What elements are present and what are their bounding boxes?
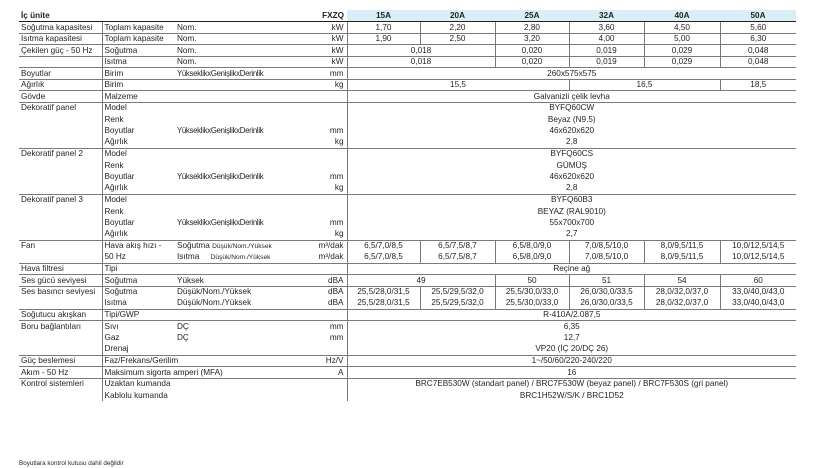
value-cell: 25,5/30,0/33,0 xyxy=(495,298,569,310)
row-sublabel: 50 Hz xyxy=(102,252,175,264)
row-label: Ses gücü seviyesi xyxy=(19,275,102,287)
row-qualifier xyxy=(175,91,307,103)
row-qualifier xyxy=(175,240,307,252)
row-label: Ses basıncı seviyesi xyxy=(19,286,102,298)
row-label xyxy=(19,137,102,149)
value-cell: 28,0/32,0/37,0 xyxy=(644,298,720,310)
value-cell: 5,00 xyxy=(644,33,720,45)
value-cell: 0,018 xyxy=(347,56,495,68)
row-sublabel: Boyutlar xyxy=(102,171,175,183)
row-label: Kontrol sistemleri xyxy=(19,378,102,390)
row-label: Akım - 50 Hz xyxy=(19,367,102,379)
row-sublabel: Isıtma xyxy=(102,56,175,68)
row-unit xyxy=(307,114,347,126)
row-unit: kW xyxy=(307,45,347,57)
row-label xyxy=(19,298,102,310)
row-panel2-weight xyxy=(19,183,796,195)
row-qualifier: Düşük/Nom./Yüksek xyxy=(175,286,307,298)
value-cell: 0,019 xyxy=(569,56,644,68)
speed-levels: Düşük/Nom./Yüksek xyxy=(210,253,271,261)
row-label xyxy=(19,344,102,356)
row-label: Soğutma kapasitesi xyxy=(19,22,102,34)
row-unit: Hz/V xyxy=(307,355,347,367)
row-panel3-color xyxy=(19,206,796,218)
value-cell: 8,0/9,5/11,5 xyxy=(644,240,720,252)
row-unit xyxy=(307,344,347,356)
row-panel3-model xyxy=(19,194,796,206)
row-unit: A xyxy=(307,367,347,379)
value-cell: 6,5/7,0/8,5 xyxy=(347,240,420,252)
row-qualifier: YükseklikxGenişlikxDerinlik xyxy=(175,68,307,80)
row-sublabel: Boyutlar xyxy=(102,125,175,137)
row-label xyxy=(19,217,102,229)
row-sublabel: Gaz xyxy=(102,332,175,344)
mode-label: Soğutma xyxy=(177,240,210,250)
row-qualifier: YükseklikxGenişlikxDerinlik xyxy=(177,126,264,136)
row-sublabel: Birim xyxy=(102,79,175,91)
row-panel3-dimensions xyxy=(19,217,796,229)
row-power-input-heating xyxy=(19,56,796,68)
row-sublabel: Tipi xyxy=(102,263,175,275)
value-cell: 6,35 xyxy=(347,321,796,333)
row-sublabel: Renk xyxy=(102,206,175,218)
row-sound-pressure-heating xyxy=(19,298,796,310)
row-unit: mm xyxy=(329,172,344,182)
row-sublabel: Drenaj xyxy=(102,344,175,356)
row-unit xyxy=(307,390,347,402)
value-cell: 46x620x620 xyxy=(347,125,796,137)
row-label: Boru bağlantıları xyxy=(19,321,102,333)
row-dimensions xyxy=(19,68,796,80)
row-unit: kg xyxy=(334,229,344,239)
value-cell: 28,0/32,0/37,0 xyxy=(644,286,720,298)
row-panel2-color xyxy=(19,160,796,172)
row-panel1-color xyxy=(19,114,796,126)
value-cell: 4,50 xyxy=(644,22,720,34)
row-sublabel: Model xyxy=(102,194,175,206)
value-cell: R-410A/2.087,5 xyxy=(347,309,796,321)
header-row xyxy=(19,10,796,22)
row-unit xyxy=(307,91,347,103)
row-sublabel: Ağırlık xyxy=(102,229,175,241)
row-unit: m³/dak xyxy=(307,240,347,252)
row-unit: mm xyxy=(307,321,347,333)
row-heating-capacity xyxy=(19,33,796,45)
value-cell: 6,5/8,0/9,0 xyxy=(495,240,569,252)
row-label: Güç beslemesi xyxy=(19,355,102,367)
row-label: Hava filtresi xyxy=(19,263,102,275)
value-cell: 55x700x700 xyxy=(347,217,796,229)
row-label: Boyutlar xyxy=(19,68,102,80)
value-cell: VP20 (İÇ 20/DÇ 26) xyxy=(347,344,796,356)
value-cell: BEYAZ (RAL9010) xyxy=(347,206,796,218)
row-qualifier xyxy=(175,252,307,264)
value-cell: 25,5/30,0/33,0 xyxy=(495,286,569,298)
row-sound-power xyxy=(19,275,796,287)
row-qualifier: Nom. xyxy=(175,33,307,45)
row-sublabel: Hava akış hızı - xyxy=(102,240,175,252)
row-unit: kW xyxy=(307,22,347,34)
value-cell: 25,5/28,0/31,5 xyxy=(347,286,420,298)
row-label xyxy=(19,114,102,126)
row-panel2-dimensions xyxy=(19,171,796,183)
speed-levels: Düşük/Nom./Yüksek xyxy=(212,242,272,250)
mode-label: Isıtma xyxy=(177,251,200,261)
row-unit: kg xyxy=(334,183,344,193)
value-cell: 2,7 xyxy=(347,229,796,241)
row-sublabel: Ağırlık xyxy=(102,137,175,149)
row-sublabel: Soğutma xyxy=(102,286,175,298)
value-cell: 33,0/40,0/43,0 xyxy=(720,298,796,310)
model-20A: 20A xyxy=(420,10,495,22)
row-sublabel: Birim xyxy=(102,68,175,80)
row-label xyxy=(19,56,102,68)
row-qualifier xyxy=(175,148,307,160)
row-unit: kg xyxy=(307,79,347,91)
value-cell: Reçine ağ xyxy=(347,263,796,275)
row-qualifier: DÇ xyxy=(175,321,307,333)
value-cell: BYFQ60CS xyxy=(347,148,796,160)
header-series: FXZQ xyxy=(307,10,347,22)
row-unit: mm xyxy=(329,218,344,228)
row-sublabel: Toplam kapasite xyxy=(102,33,175,45)
value-cell: 50 xyxy=(495,275,569,287)
row-label xyxy=(19,332,102,344)
row-body xyxy=(19,91,796,103)
row-pipe-gas xyxy=(19,332,796,344)
row-label: Çekilen güç - 50 Hz xyxy=(19,45,102,57)
row-label xyxy=(19,252,102,264)
row-sublabel: Soğutma xyxy=(102,45,175,57)
value-cell: 6,5/7,0/8,5 xyxy=(347,252,420,264)
row-label xyxy=(19,206,102,218)
row-unit: dBA xyxy=(328,298,344,308)
row-qualifier xyxy=(175,194,307,206)
row-pipe-drain xyxy=(19,344,796,356)
value-cell: 6,5/7,5/8,7 xyxy=(420,240,495,252)
row-label: Gövde xyxy=(19,91,102,103)
value-cell: 54 xyxy=(644,275,720,287)
model-40A: 40A xyxy=(644,10,720,22)
row-sublabel: Maksimum sigorta amperi (MFA) xyxy=(102,367,307,379)
value-cell: 2,8 xyxy=(347,137,796,149)
value-cell: 6,5/7,5/8,7 xyxy=(420,252,495,264)
row-panel1-dimensions xyxy=(19,125,796,137)
row-control-wired xyxy=(19,390,796,402)
row-sublabel: Faz/Frekans/Gerilim xyxy=(102,355,307,367)
row-unit: kW xyxy=(307,56,347,68)
row-unit: m³/dak xyxy=(318,252,344,262)
row-power-input-cooling xyxy=(19,45,796,57)
value-cell: 7,0/8,5/10,0 xyxy=(569,252,644,264)
row-panel1-weight xyxy=(19,137,796,149)
row-unit: mm xyxy=(329,126,344,136)
row-qualifier: Nom. xyxy=(175,22,307,34)
row-sublabel: Uzaktan kumanda xyxy=(102,378,307,390)
value-cell: 12,7 xyxy=(347,332,796,344)
model-15A: 15A xyxy=(347,10,420,22)
row-unit xyxy=(307,206,347,218)
row-unit xyxy=(307,148,347,160)
row-unit: mm xyxy=(329,333,344,343)
row-qualifier: DÇ xyxy=(177,333,189,343)
row-qualifier xyxy=(175,263,307,275)
value-cell: 16 xyxy=(347,367,796,379)
row-label: Soğutucu akışkan xyxy=(19,309,102,321)
row-sound-pressure-cooling xyxy=(19,286,796,298)
value-cell: BRC1H52W/S/K / BRC1D52 xyxy=(347,390,796,402)
row-label: Fan xyxy=(19,240,102,252)
value-cell: 3,20 xyxy=(495,33,569,45)
value-cell: 0,018 xyxy=(347,45,495,57)
value-cell: 2,50 xyxy=(420,33,495,45)
value-cell: 2,20 xyxy=(420,22,495,34)
row-control-remote xyxy=(19,378,796,390)
row-panel3-weight xyxy=(19,229,796,241)
row-qualifier xyxy=(175,160,307,172)
row-label: Dekoratif panel 3 xyxy=(19,194,102,206)
row-unit xyxy=(307,102,347,114)
row-label: Dekoratif panel xyxy=(19,102,102,114)
row-label xyxy=(19,171,102,183)
row-air-filter xyxy=(19,263,796,275)
row-sublabel: Boyutlar xyxy=(102,217,175,229)
value-cell: 25,5/28,0/31,5 xyxy=(347,298,420,310)
value-cell: 8,0/9,5/11,5 xyxy=(644,252,720,264)
row-qualifier: YükseklikxGenişlikxDerinlik xyxy=(177,172,264,182)
row-label: Ağırlık xyxy=(19,79,102,91)
row-unit: mm xyxy=(307,68,347,80)
row-qualifier xyxy=(175,229,307,241)
value-cell: 15,5 xyxy=(347,79,569,91)
value-cell: 260x575x575 xyxy=(347,68,796,80)
row-unit xyxy=(307,194,347,206)
value-cell: 0,048 xyxy=(720,45,796,57)
row-qualifier xyxy=(175,309,307,321)
row-label xyxy=(19,229,102,241)
value-cell: 26,0/30,0/33,5 xyxy=(569,298,644,310)
row-sublabel: Renk xyxy=(102,114,175,126)
row-sublabel: Renk xyxy=(102,160,175,172)
value-cell: BYFQ60CW xyxy=(347,102,796,114)
row-fan-heating xyxy=(19,252,796,264)
row-qualifier xyxy=(175,114,307,126)
row-current xyxy=(19,367,796,379)
value-cell: 1,90 xyxy=(347,33,420,45)
row-unit: kW xyxy=(307,33,347,45)
value-cell: 33,0/40,0/43,0 xyxy=(720,286,796,298)
row-unit: kg xyxy=(334,137,344,147)
value-cell: 51 xyxy=(569,275,644,287)
row-power-supply xyxy=(19,355,796,367)
row-qualifier xyxy=(175,102,307,114)
row-label: Isıtma kapasitesi xyxy=(19,33,102,45)
row-unit xyxy=(307,263,347,275)
row-unit: dBA xyxy=(307,275,347,287)
value-cell: 0,019 xyxy=(569,45,644,57)
value-cell: 0,029 xyxy=(644,56,720,68)
value-cell: 7,0/8,5/10,0 xyxy=(569,240,644,252)
value-cell: BYFQ60B3 xyxy=(347,194,796,206)
row-unit xyxy=(307,309,347,321)
value-cell: 25,5/29,5/32,0 xyxy=(420,286,495,298)
row-sublabel: Ağırlık xyxy=(102,183,175,195)
value-cell: Beyaz (N9.5) xyxy=(347,114,796,126)
value-cell: 49 xyxy=(347,275,495,287)
row-qualifier: Nom. xyxy=(175,56,307,68)
value-cell: 18,5 xyxy=(720,79,796,91)
row-panel2-model xyxy=(19,148,796,160)
row-unit xyxy=(307,378,347,390)
row-cooling-capacity xyxy=(19,22,796,34)
row-sublabel: Toplam kapasite xyxy=(102,22,175,34)
value-cell: 10,0/12,5/14,5 xyxy=(720,240,796,252)
row-sublabel: Model xyxy=(102,102,175,114)
row-pipe-liquid xyxy=(19,321,796,333)
row-qualifier: YükseklikxGenişlikxDerinlik xyxy=(177,218,264,228)
model-50A: 50A xyxy=(720,10,796,22)
model-32A: 32A xyxy=(569,10,644,22)
row-qualifier xyxy=(175,206,307,218)
value-cell: 6,30 xyxy=(720,33,796,45)
value-cell: 0,029 xyxy=(644,45,720,57)
value-cell: 1,70 xyxy=(347,22,420,34)
row-qualifier xyxy=(175,183,307,195)
value-cell: 5,60 xyxy=(720,22,796,34)
value-cell: 10,0/12,5/14,5 xyxy=(720,252,796,264)
row-sublabel: Malzeme xyxy=(102,91,175,103)
row-qualifier: Yüksek xyxy=(175,275,307,287)
value-cell: 0,020 xyxy=(495,45,569,57)
row-refrigerant xyxy=(19,309,796,321)
row-label xyxy=(19,183,102,195)
value-cell: GÜMÜŞ xyxy=(347,160,796,172)
value-cell: 26,0/30,0/33,5 xyxy=(569,286,644,298)
value-cell: 0,048 xyxy=(720,56,796,68)
value-cell: 1~/50/60/220-240/220 xyxy=(347,355,796,367)
row-sublabel: Tipi/GWP xyxy=(102,309,175,321)
row-fan-cooling xyxy=(19,240,796,252)
row-label xyxy=(19,160,102,172)
row-qualifier: Düşük/Nom./Yüksek xyxy=(177,298,252,308)
row-sublabel: Sıvı xyxy=(102,321,175,333)
row-weight xyxy=(19,79,796,91)
row-unit xyxy=(307,160,347,172)
row-qualifier xyxy=(175,344,307,356)
value-cell: 2,8 xyxy=(347,183,796,195)
value-cell: 6,5/8,0/9,0 xyxy=(495,252,569,264)
value-cell: 4,00 xyxy=(569,33,644,45)
footnote: Boyutlara kontrol kutusu dahil değildir xyxy=(19,460,124,467)
row-qualifier xyxy=(175,79,307,91)
row-sublabel: Soğutma xyxy=(102,275,175,287)
row-sublabel: Model xyxy=(102,148,175,160)
value-cell: 25,5/29,5/32,0 xyxy=(420,298,495,310)
row-label xyxy=(19,390,102,402)
row-sublabel: Kablolu kumanda xyxy=(102,390,307,402)
row-label xyxy=(19,125,102,137)
value-cell: 3,60 xyxy=(569,22,644,34)
value-cell: 2,80 xyxy=(495,22,569,34)
value-cell: 46x620x620 xyxy=(347,171,796,183)
value-cell: 16,5 xyxy=(569,79,720,91)
row-sublabel: Isıtma xyxy=(102,298,175,310)
header-label: İç ünite xyxy=(19,10,307,22)
row-unit: dBA xyxy=(307,286,347,298)
row-label: Dekoratif panel 2 xyxy=(19,148,102,160)
row-qualifier xyxy=(175,137,307,149)
value-cell: 60 xyxy=(720,275,796,287)
value-cell: BRC7EB530W (standart panel) / BRC7F530W (beyaz panel) / BRC7F530S (gri panel) xyxy=(347,378,796,390)
value-cell: Galvanizli çelik levha xyxy=(347,91,796,103)
spec-table xyxy=(19,10,796,401)
row-panel1-model xyxy=(19,102,796,114)
model-25A: 25A xyxy=(495,10,569,22)
value-cell: 0,020 xyxy=(495,56,569,68)
row-qualifier: Nom. xyxy=(175,45,307,57)
